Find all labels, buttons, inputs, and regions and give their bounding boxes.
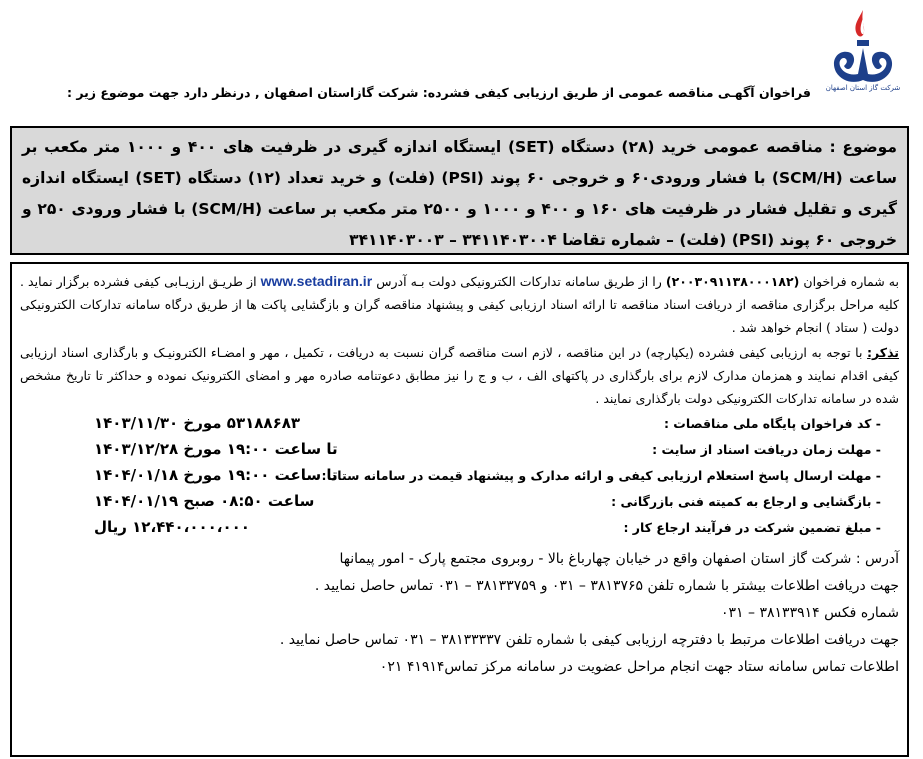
info-row-opening <box>20 492 899 518</box>
info-label: - مهلت ارسال پاسخ استعلام ارزیابی کیفی و ارائه مدارک و پیشنهاد قیمت در سامانه ستاد : <box>321 468 881 483</box>
info-row-guarantee <box>20 518 899 544</box>
call-text-c: از طریـق ارزیـابی کیفی فشرده برگزار نماید . کلیه مراحل برگزاری مناقصه از دریافت اسناد مناقصه تا ارائه اسناد ارزیابی کیفی و پیشنهاد مناقصه گران و بازگشایی پاکت ها از طریق درگاه سامانه تدارکات الکترونیکی دولت ( ستاد ) انجام خواهد شد . <box>20 274 899 335</box>
intro-text: شرکت گازاستان اصفهان , درنظر دارد جهت موضوع زیر : <box>66 85 419 100</box>
contact-block <box>20 546 899 681</box>
info-label: - بازگشایی و ارجاع به کمیته فنی بازرگانی : <box>611 494 881 509</box>
info-value: تا ساعت ۱۹:۰۰ مورخ ۱۴۰۴/۰۱/۱۸ <box>94 466 338 484</box>
info-value: تا ساعت ۱۹:۰۰ مورخ ۱۴۰۳/۱۲/۲۸ <box>94 440 338 458</box>
note-text: با توجه به ارزیابی کیفی فشرده (یکپارچه) در این مناقصه ، لازم است مناقصه گران نسبت به دریافت ، تکمیل ، مهر و امضـاء الکترونیـک و بارگذاری اسناد ارزیابی کیفی اقدام نمایند و همزمان مدارک لازم برای بارگذاری در پاکتهای الف ، ب و ج را نیز مطابق دعوتنامه صادره مهر و امضای الکترونیک نموده و حداکثر تا تاریخ مشخص شده در سامانه تدارکات الکترونیکی دولت بارگذاری نمایند . <box>20 345 899 406</box>
info-value: ۵۳۱۸۸۶۸۳ مورخ ۱۴۰۳/۱۱/۳۰ <box>94 414 301 432</box>
call-text-a: به شماره فراخوان <box>803 274 899 289</box>
subject-box <box>10 126 909 255</box>
info-list <box>20 414 899 544</box>
contact-setad-center: اطلاعات تماس سامانه ستاد جهت انجام مراحل عضویت در سامانه مرکز تماس۴۱۹۱۴ ۰۲۱ <box>379 659 899 675</box>
info-value: ۱۲،۴۴۰،۰۰۰،۰۰۰ ریال <box>94 518 250 536</box>
call-paragraph <box>20 270 899 339</box>
intro-line <box>21 85 811 100</box>
call-text-b: را از طریق سامانه تدارکات الکترونیکی دولت بـه آدرس <box>376 274 662 289</box>
info-value: ساعت ۰۸:۵۰ صبح ۱۴۰۴/۰۱/۱۹ <box>94 492 315 510</box>
contact-address: آدرس : شرکت گاز استان اصفهان واقع در خیابان چهارباغ بالا - روبروی مجتمع پارک - امور پیمانها <box>339 551 899 567</box>
info-row-submission-deadline <box>20 466 899 492</box>
info-row-national-code <box>20 414 899 440</box>
call-number: (۲۰۰۳۰۹۱۱۳۸۰۰۰۱۸۲) <box>665 274 800 289</box>
info-label: - کد فراخوان پایگاه ملی مناقصات : <box>663 416 881 431</box>
company-logo <box>813 8 913 98</box>
info-row-document-deadline <box>20 440 899 466</box>
gas-flame-logo-icon <box>828 8 898 86</box>
contact-fax: شماره فکس ۳۸۱۳۳۹۱۴ – ۰۳۱ <box>721 605 899 621</box>
setad-link[interactable]: www.setadiran.ir <box>260 273 373 289</box>
body-box <box>10 262 909 757</box>
company-caption: شرکت گاز استان اصفهان <box>825 84 901 92</box>
info-label: - مهلت زمان دریافت اسناد از سایت : <box>652 442 881 457</box>
intro-prefix: فراخوان آگهـی مناقصه عمومی از طریق ارزیابی کیفی فشرده: <box>422 85 811 100</box>
note-label: تذکر: <box>867 345 899 360</box>
subject-text: موضوع : مناقصه عمومی خرید (۲۸) دستگاه (SET) ایستگاه اندازه گیری در ظرفیت های ۴۰۰ و ۱۰۰۰ متر مکعب بر ساعت (SCM/H) با فشار ورودی۶۰ و خروجی ۶۰ پوند (PSI) (فلت) و خرید تعداد (۱۲) دستگاه (SET) ایستگاه اندازه گیری و تقلیل فشار در ظرفیت های ۱۶۰ و ۴۰۰ و ۱۰۰۰ و ۲۵۰۰ متر مکعب بر ساعت (SCM/H) با فشار ورودی ۲۵۰ و خروجی ۶۰ پوند (PSI) (فلت) – شماره تقاضا ۳۴۱۱۴۰۳۰۰۴ – ۳۴۱۱۴۰۳۰۰۳ <box>22 138 898 249</box>
contact-phone: جهت دریافت اطلاعات بیشتر با شماره تلفن ۳۸۱۳۷۶۵ – ۰۳۱ و ۳۸۱۳۳۷۵۹ – ۰۳۱ تماس حاصل نمایید . <box>314 578 899 594</box>
contact-quality-phone: جهت دریافت اطلاعات مرتبط با دفترچه ارزیابی کیفی با شماره تلفن ۳۸۱۳۳۳۳۷ – ۰۳۱ تماس حاصل نمایید . <box>279 632 899 648</box>
info-label: - مبلغ تضمین شرکت در فرآیند ارجاع کار : <box>623 520 881 535</box>
note-paragraph <box>20 341 899 410</box>
